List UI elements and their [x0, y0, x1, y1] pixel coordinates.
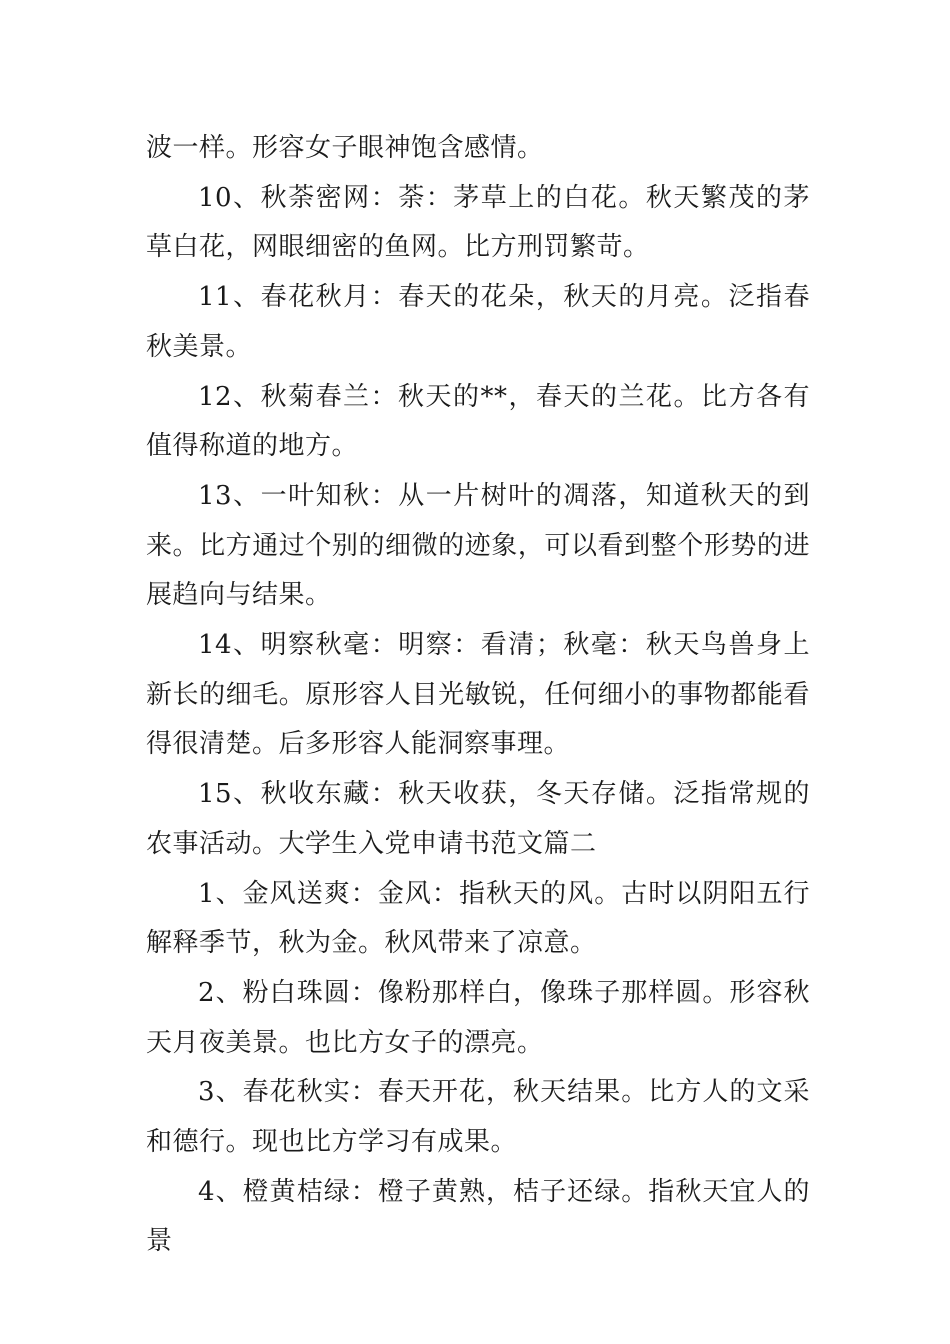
paragraph-3: 12、秋菊春兰：秋天的**，春天的兰花。比方各有值得称道的地方。 [146, 381, 810, 462]
paragraph-8: 2、粉白珠圆：像粉那样白，像珠子那样圆。形容秋天月夜美景。也比方女子的漂亮。 [146, 977, 810, 1058]
paragraph-9: 3、春花秋实：春天开花，秋天结果。比方人的文采和德行。现也比方学习有成果。 [146, 1077, 810, 1158]
paragraph-6: 15、秋收东藏：秋天收获，冬天存储。泛指常规的农事活动。大学生入党申请书范文篇二 [146, 779, 810, 859]
paragraph-7: 1、金风送爽：金风：指秋天的风。古时以阴阳五行解释季节，秋为金。秋风带来了凉意。 [146, 878, 810, 959]
document-body [146, 124, 810, 1267]
paragraph-1: 10、秋荼密网：荼：茅草上的白花。秋天繁茂的茅草白花，网眼细密的鱼网。比方刑罚繁苛。 [146, 182, 810, 263]
paragraph-10: 4、橙黄桔绿：橙子黄熟，桔子还绿。指秋天宜人的景 [146, 1176, 810, 1257]
paragraph-0: 波一样。形容女子眼神饱含感情。 [146, 133, 544, 163]
paragraph-2: 11、春花秋月：春天的花朵，秋天的月亮。泛指春秋美景。 [146, 282, 810, 362]
paragraph-5: 14、明察秋毫：明察：看清；秋毫：秋天鸟兽身上新长的细毛。原形容人目光敏锐，任何细小的事物都能看得很清楚。后多形容人能洞察事理。 [146, 630, 810, 760]
paragraph-4: 13、一叶知秋：从一片树叶的凋落，知道秋天的到来。比方通过个别的细微的迹象，可以看到整个形势的进展趋向与结果。 [146, 480, 810, 611]
